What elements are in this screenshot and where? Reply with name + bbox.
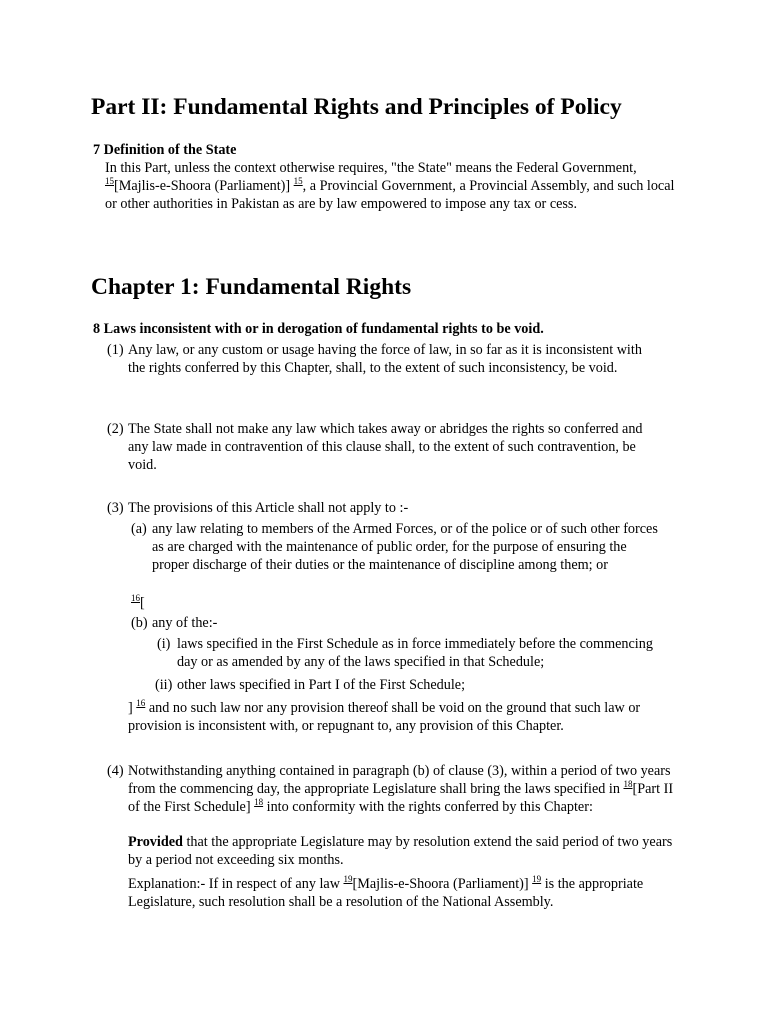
explanation-part-b: [Majlis-e-Shoora (Parliament)] xyxy=(352,876,533,892)
clause-4-text-part-c: into conformity with the rights conferred by this Chapter: xyxy=(263,799,593,816)
footnote-16-close-bracket: ] xyxy=(128,700,137,716)
footnote-16-open-bracket: [ xyxy=(140,595,145,611)
clause-4-text xyxy=(128,762,676,817)
article-7-text-part-c: , a Provincial Government, a Provincial Assembly, and such local or other authorities in Pakistan as are by law empowered to impose any tax or cess. xyxy=(105,178,675,213)
article-7-text-part-a: In this Part, unless the context otherwise requires, "the State" means the Federal Government, xyxy=(105,160,637,176)
clause-2-text: The State shall not make any law which takes away or abridges the rights so conferred and any law made in contravention of this clause shall, to the extent of such contravention, be void. xyxy=(128,421,643,474)
clause-3b-ii-number: (ii) xyxy=(155,677,173,693)
clause-3-tail xyxy=(128,699,678,735)
clause-3-text: The provisions of this Article shall not apply to :- xyxy=(128,500,409,516)
clause-2-number: (2) xyxy=(107,421,124,437)
footnote-18-close-link[interactable]: 18 xyxy=(254,797,264,808)
article-7-text xyxy=(105,159,677,214)
clause-3-tail-text: and no such law nor any provision thereof shall be void on the ground that such law or provision is inconsistent with, or repugnant to, any provision of this Chapter. xyxy=(128,700,641,735)
proviso xyxy=(128,833,676,869)
clause-1-number: (1) xyxy=(107,342,124,358)
clause-4-number: (4) xyxy=(107,763,124,779)
proviso-label: Provided xyxy=(128,834,183,850)
explanation-part-c: is the appropriate Legislature, such resolution shall be a resolution of the National Assembly. xyxy=(128,876,644,911)
footnote-18-open-link[interactable]: 18 xyxy=(623,779,633,790)
footnote-16-open-marker xyxy=(131,594,145,612)
clause-4-text-part-b: [Part II of the First Schedule] xyxy=(128,781,674,816)
clause-4-text-part-a: Notwithstanding anything contained in paragraph (b) of clause (3), within a period of two years from the commencing day, the appropriate Legislature shall bring the laws specified in xyxy=(128,763,671,798)
explanation-part-a: Explanation:- If in respect of any law xyxy=(128,876,344,892)
footnote-19-close-link[interactable]: 19 xyxy=(532,874,542,884)
clause-3b-ii-text: other laws specified in Part I of the First Schedule; xyxy=(177,677,466,693)
article-7-text-part-b: [Majlis-e-Shoora (Parliament)] xyxy=(114,178,294,195)
clause-3b-text: any of the:- xyxy=(152,615,218,631)
clause-3-number: (3) xyxy=(107,500,124,516)
clause-1-text: Any law, or any custom or usage having the force of law, in so far as it is inconsistent with the rights conferred by this Chapter, shall, to the extent of such inconsistency, be void. xyxy=(128,342,642,377)
footnote-15-open-link[interactable]: 15 xyxy=(105,176,114,187)
clause-3b-i-text: laws specified in the First Schedule as in force immediately before the commencing day or as amended by any of the laws specified in that Schedule; xyxy=(177,636,653,671)
article-8-heading: 8 Laws inconsistent with or in derogation of fundamental rights to be void. xyxy=(93,321,544,337)
clause-3b-i-number: (i) xyxy=(157,636,171,652)
footnote-16-close-link[interactable]: 16 xyxy=(136,698,146,708)
clause-3a-number: (a) xyxy=(131,521,147,537)
part-title: Part II: Fundamental Rights and Principles of Policy xyxy=(91,94,622,120)
chapter-title: Chapter 1: Fundamental Rights xyxy=(91,274,412,300)
footnote-15-close-link[interactable]: 15 xyxy=(293,176,303,187)
clause-3a-text: any law relating to members of the Armed Forces, or of the police or of such other forces as are charged with the maintenance of public order, for the purpose of ensuring the proper discharge of their duties or the maintenance of discipline among them; or xyxy=(152,521,658,574)
article-7-heading: 7 Definition of the State xyxy=(93,142,237,158)
footnote-19-open-link[interactable]: 19 xyxy=(343,874,353,884)
proviso-text: that the appropriate Legislature may by resolution extend the said period of two years by a period not exceeding six months. xyxy=(128,834,673,869)
footnote-16-open-link[interactable]: 16 xyxy=(131,593,140,603)
clause-3b-number: (b) xyxy=(131,615,148,631)
explanation xyxy=(128,875,676,911)
